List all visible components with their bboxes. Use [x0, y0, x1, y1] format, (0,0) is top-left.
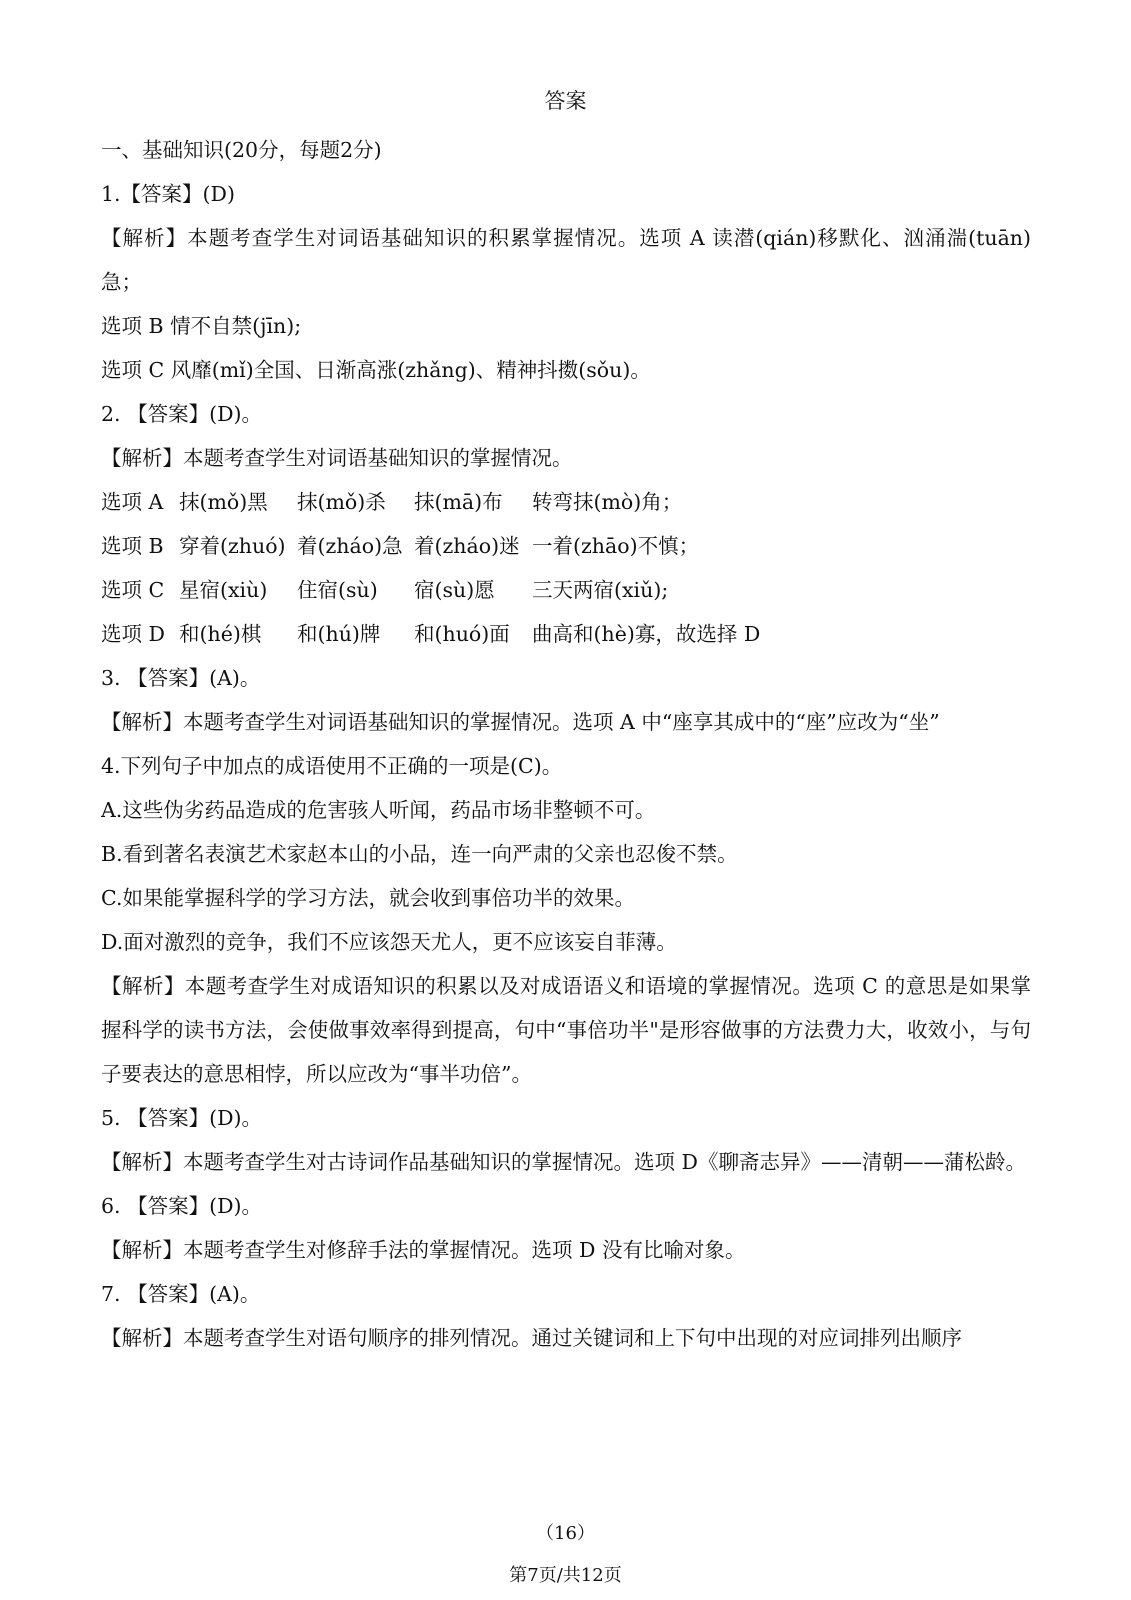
- q2-option-row-d: [101, 612, 1031, 656]
- q2-analysis: 【解析】本题考查学生对词语基础知识的掌握情况。: [101, 446, 573, 470]
- q4-option-d: D.面对激烈的竞争，我们不应该怨天尤人，更不应该妄自菲薄。: [101, 930, 677, 954]
- q6-analysis: 【解析】本题考查学生对修辞手法的掌握情况。选项 D 没有比喻对象。: [101, 1238, 746, 1262]
- q5-analysis: 【解析】本题考查学生对古诗词作品基础知识的掌握情况。选项 D《聊斋志异》——清朝——蒲松龄。: [101, 1150, 1026, 1174]
- q3-analysis: 【解析】本题考查学生对词语基础知识的掌握情况。选项 A 中“座享其成中的“座”应改为“坐”: [101, 710, 940, 734]
- q6-answer: 6. 【答案】(D)。: [101, 1194, 263, 1218]
- q1-analysis-option-c: 选项 C 风靡(mǐ)全国、日渐高涨(zhǎng)、精神抖擞(sǒu)。: [101, 358, 651, 382]
- q2-option-row-c: [101, 568, 1031, 612]
- q4-question: 4.下列句子中加点的成语使用不正确的一项是(C)。: [101, 754, 563, 778]
- page-number: （16）: [536, 1523, 595, 1544]
- q4-option-a: A.这些伪劣药品造成的危害骇人听闻，药品市场非整顿不可。: [101, 798, 656, 822]
- q4-option-b: B.看到著名表演艺术家赵本山的小品，连一向严肃的父亲也忍俊不禁。: [101, 842, 738, 866]
- q5-answer: 5. 【答案】(D)。: [101, 1106, 263, 1130]
- option-word: 抹(mǒ)黑: [179, 490, 268, 514]
- option-word: 一着(zhāo)不慎；: [532, 534, 700, 558]
- option-word: 抹(mǒ)杀: [297, 490, 386, 514]
- option-word: 着(zháo)急: [297, 534, 403, 558]
- option-word: 和(hú)牌: [297, 622, 381, 646]
- option-label: 选项 D: [101, 622, 165, 646]
- q7-analysis: 【解析】本题考查学生对语句顺序的排列情况。通过关键词和上下句中出现的对应词排列出顺序: [101, 1326, 962, 1350]
- option-label: 选项 B: [101, 534, 164, 558]
- option-word: 星宿(xiù): [179, 578, 268, 602]
- q1-analysis: 【解析】本题考查学生对词语基础知识的积累掌握情况。选项 A 读潜(qián)移默化、汹涌湍(tuān)急；: [101, 226, 1031, 294]
- q1-answer: 1.【答案】(D): [101, 182, 235, 206]
- option-word: 穿着(zhuó): [179, 534, 286, 558]
- q2-option-row-b: [101, 524, 1031, 568]
- page-footer: 第7页/共12页: [509, 1565, 622, 1586]
- option-label: 选项 A: [101, 490, 164, 514]
- option-word: 宿(sù)愿: [414, 578, 495, 602]
- option-word: 和(hé)棋: [179, 622, 262, 646]
- option-word: 和(huó)面: [414, 622, 510, 646]
- option-word: 抹(mā)布: [414, 490, 503, 514]
- section-heading: 一、基础知识(20分，每题2分): [101, 138, 382, 162]
- page-title: 答案: [544, 89, 587, 113]
- option-word: 三天两宿(xiǔ);: [532, 578, 669, 602]
- option-word: 曲高和(hè)寡，故选择 D: [532, 622, 761, 646]
- q2-option-row-a: [101, 480, 1031, 524]
- q4-analysis: 【解析】本题考查学生对成语知识的积累以及对成语语义和语境的掌握情况。选项 C 的意思是如果掌握科学的读书方法，会使做事效率得到提高，句中“事倍功半"是形容做事的方法费力大，收效小，与句子要表达的意思相悖，所以应改为“事半功倍”。: [101, 974, 1031, 1086]
- option-word: 住宿(sù): [297, 578, 378, 602]
- document-body: [101, 128, 1031, 1360]
- option-word: 转弯抹(mò)角；: [532, 490, 683, 514]
- option-label: 选项 C: [101, 578, 165, 602]
- q3-answer: 3. 【答案】(A)。: [101, 666, 261, 690]
- q7-answer: 7. 【答案】(A)。: [101, 1282, 261, 1306]
- q4-option-c: C.如果能掌握科学的学习方法，就会收到事倍功半的效果。: [101, 886, 635, 910]
- option-word: 着(zháo)迷: [414, 534, 520, 558]
- q2-answer: 2. 【答案】(D)。: [101, 402, 263, 426]
- q1-analysis-option-b: 选项 B 情不自禁(jīn);: [101, 314, 302, 338]
